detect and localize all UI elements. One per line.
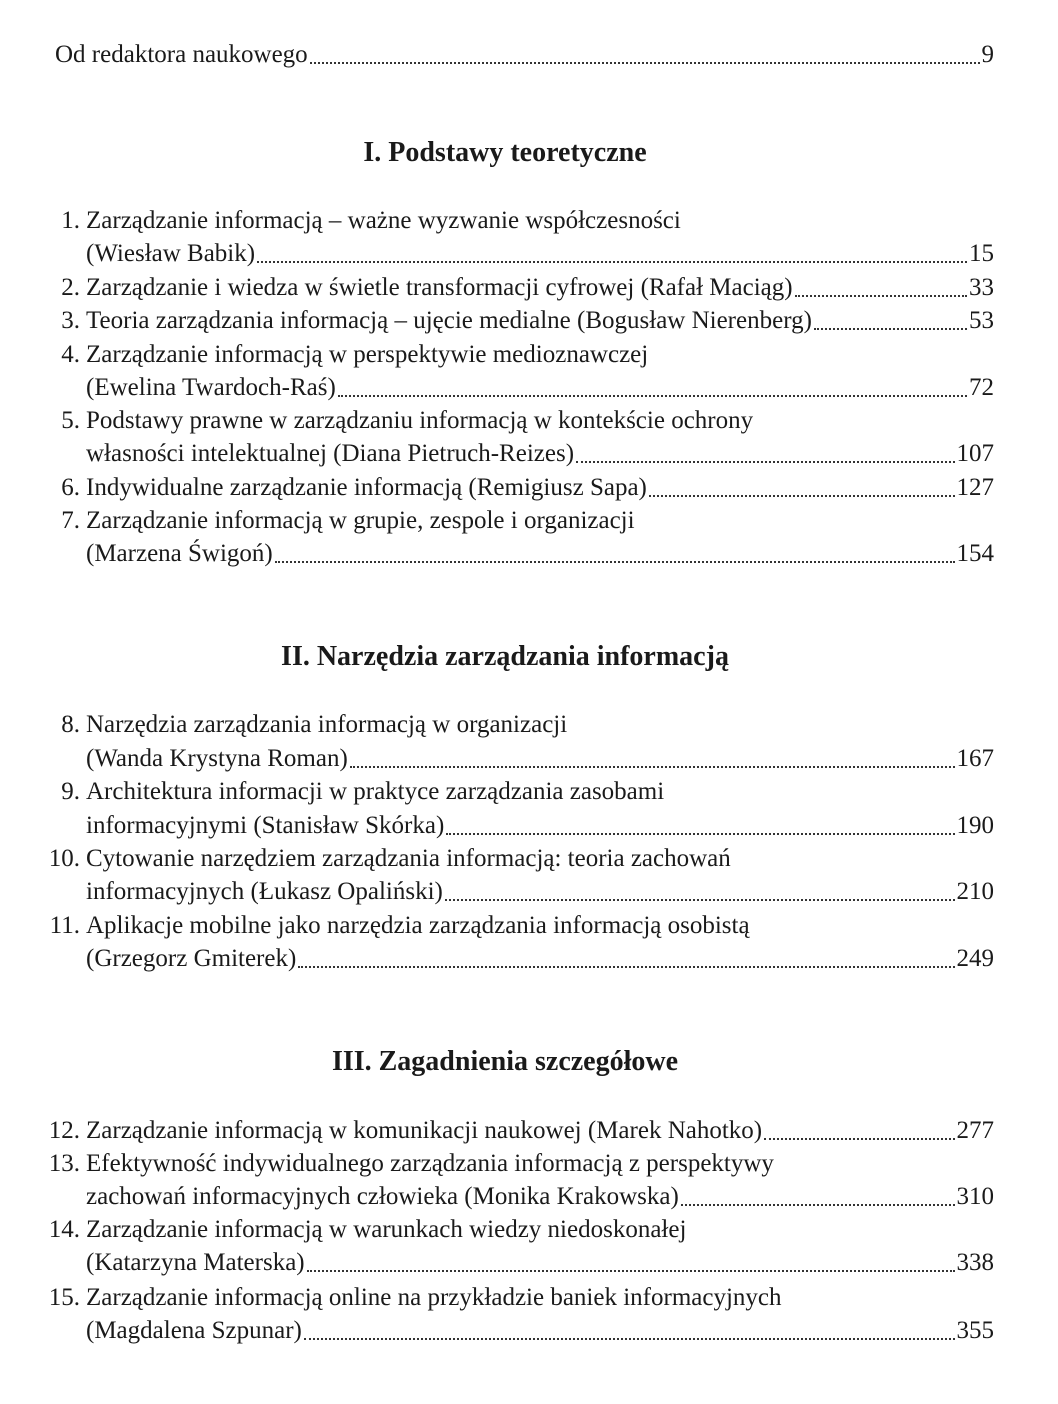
entry-number: 15. — [48, 1284, 80, 1311]
entry-title: Aplikacje mobilne jako narzędzia zarządzania informacją osobistą — [86, 912, 750, 939]
entry-author: własności intelektualnej (Diana Pietruch-Reizes) — [86, 440, 575, 467]
toc-entry[interactable] — [0, 708, 1058, 741]
page-number: 33 — [969, 274, 994, 301]
entry-title: Narzędzia zarządzania informacją w organizacji — [86, 711, 568, 738]
toc-entry-preface[interactable] — [0, 38, 1058, 71]
toc-entry[interactable] — [0, 1114, 1058, 1147]
entry-author: (Ewelina Twardoch-Raś) — [86, 374, 336, 401]
entry-number: 3. — [61, 307, 80, 334]
toc-entry[interactable] — [0, 404, 1058, 437]
dot-leader — [681, 1204, 955, 1206]
toc-entry-continuation[interactable] — [0, 809, 1058, 842]
toc-entry-continuation[interactable] — [0, 437, 1058, 470]
toc-entry-continuation[interactable] — [0, 1314, 1058, 1347]
entry-author: (Wiesław Babik) — [86, 240, 256, 267]
toc-entry-continuation[interactable] — [0, 371, 1058, 404]
page-number: 15 — [969, 240, 994, 267]
entry-title: Zarządzanie informacją – ważne wyzwanie współczesności — [86, 207, 681, 234]
entry-author: (Wanda Krystyna Roman) — [86, 745, 348, 772]
dot-leader — [307, 1270, 955, 1272]
dot-leader — [298, 966, 954, 968]
entry-author: (Grzegorz Gmiterek) — [86, 945, 297, 972]
entry-number: 4. — [61, 341, 80, 368]
page-number: 107 — [956, 440, 994, 467]
entry-title: Podstawy prawne w zarządzaniu informacją w kontekście ochrony — [86, 407, 754, 434]
toc-entry-continuation[interactable] — [0, 875, 1058, 908]
toc-entry[interactable] — [0, 1213, 1058, 1246]
page-number: 53 — [969, 307, 994, 334]
toc-entry[interactable] — [0, 1147, 1058, 1180]
page-number: 277 — [956, 1117, 994, 1144]
entry-number: 13. — [48, 1150, 80, 1177]
dot-leader — [310, 62, 980, 64]
entry-number: 7. — [61, 507, 80, 534]
page-number: 310 — [956, 1183, 994, 1210]
entry-number: 12. — [48, 1117, 80, 1144]
entry-author: informacyjnych (Łukasz Opaliński) — [86, 878, 443, 905]
toc-entry[interactable] — [0, 1281, 1058, 1314]
page-number: 249 — [956, 945, 994, 972]
entry-number: 9. — [61, 778, 80, 805]
page-number: 154 — [956, 540, 994, 567]
entry-title: Cytowanie narzędziem zarządzania informacją: teoria zachowań — [86, 845, 731, 872]
entry-title: Teoria zarządzania informacją – ujęcie medialne (Bogusław Nierenberg) — [86, 307, 812, 334]
entry-author: informacyjnymi (Stanisław Skórka) — [86, 812, 445, 839]
toc-entry[interactable] — [0, 842, 1058, 875]
entry-number: 6. — [61, 474, 80, 501]
dot-leader — [338, 395, 967, 397]
toc-entry-continuation[interactable] — [0, 1246, 1058, 1279]
dot-leader — [649, 495, 955, 497]
entry-title: Zarządzanie i wiedza w świetle transformacji cyfrowej (Rafał Maciąg) — [86, 274, 793, 301]
page-number: 210 — [956, 878, 994, 905]
toc-entry[interactable] — [0, 504, 1058, 537]
toc-entry-continuation[interactable] — [0, 237, 1058, 270]
entry-number: 2. — [61, 274, 80, 301]
section-heading: I. Podstawy teoretyczne — [363, 137, 647, 168]
toc-entry[interactable] — [0, 471, 1058, 504]
toc-entry[interactable] — [0, 909, 1058, 942]
dot-leader — [814, 328, 967, 330]
entry-number: 14. — [48, 1216, 80, 1243]
entry-title: Efektywność indywidualnego zarządzania informacją z perspektywy — [86, 1150, 774, 1177]
entry-author: (Katarzyna Materska) — [86, 1249, 305, 1276]
toc-entry[interactable] — [0, 775, 1058, 808]
page-number: 127 — [956, 474, 994, 501]
page-number: 72 — [969, 374, 994, 401]
dot-leader — [350, 766, 955, 768]
toc-entry[interactable] — [0, 338, 1058, 371]
entry-title: Zarządzanie informacją w warunkach wiedzy niedoskonałej — [86, 1216, 687, 1243]
dot-leader — [257, 261, 967, 263]
entry-number: 1. — [61, 207, 80, 234]
entry-title: Zarządzanie informacją w perspektywie medioznawczej — [86, 341, 649, 368]
entry-title: Architektura informacji w praktyce zarządzania zasobami — [86, 778, 665, 805]
entry-number: 5. — [61, 407, 80, 434]
section-heading: II. Narzędzia zarządzania informacją — [281, 641, 729, 672]
toc-entry-continuation[interactable] — [0, 537, 1058, 570]
toc-entry[interactable] — [0, 271, 1058, 304]
entry-title: Zarządzanie informacją online na przykładzie baniek informacyjnych — [86, 1284, 782, 1311]
section-heading: III. Zagadnienia szczegółowe — [331, 1046, 679, 1077]
toc-entry-continuation[interactable] — [0, 1180, 1058, 1213]
dot-leader — [275, 561, 955, 563]
page-number: 167 — [956, 745, 994, 772]
page-number: 355 — [956, 1317, 994, 1344]
entry-author: (Marzena Świgoń) — [86, 540, 273, 567]
entry-title: Zarządzanie informacją w grupie, zespole i organizacji — [86, 507, 635, 534]
dot-leader — [576, 461, 954, 463]
dot-leader — [304, 1338, 955, 1340]
dot-leader — [446, 833, 954, 835]
toc-entry-continuation[interactable] — [0, 742, 1058, 775]
entry-title: Indywidualne zarządzanie informacją (Remigiusz Sapa) — [86, 474, 647, 501]
dot-leader — [795, 295, 967, 297]
entry-title: Od redaktora naukowego — [55, 41, 308, 68]
toc-entry-continuation[interactable] — [0, 942, 1058, 975]
entry-number: 11. — [49, 912, 80, 939]
dot-leader — [764, 1138, 954, 1140]
entry-author: (Magdalena Szpunar) — [86, 1317, 302, 1344]
page-number: 190 — [956, 812, 994, 839]
entry-author: zachowań informacyjnych człowieka (Monika Krakowska) — [86, 1183, 679, 1210]
entry-title: Zarządzanie informacją w komunikacji naukowej (Marek Nahotko) — [86, 1117, 763, 1144]
dot-leader — [445, 899, 955, 901]
page-number: 9 — [981, 41, 994, 68]
entry-number: 8. — [61, 711, 80, 738]
page-number: 338 — [956, 1249, 994, 1276]
toc-entry[interactable] — [0, 304, 1058, 337]
toc-entry[interactable] — [0, 204, 1058, 237]
entry-number: 10. — [48, 845, 80, 872]
